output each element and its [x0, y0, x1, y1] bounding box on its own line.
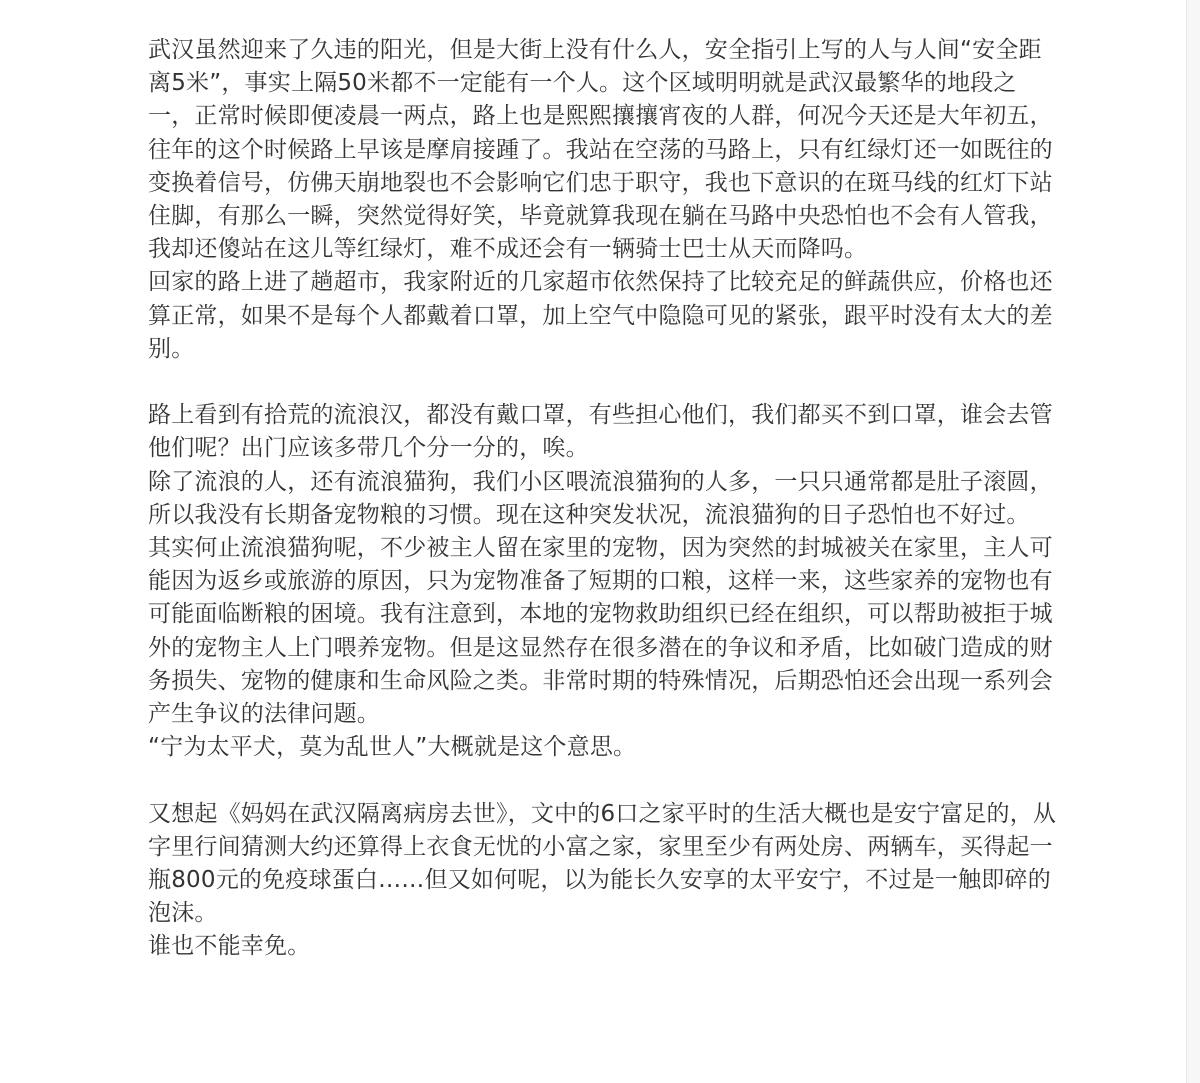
paragraph-family: 又想起《妈妈在武汉隔离病房去世》，文中的6口之家平时的生活大概也是安宁富足的，从字里行间猜测大约还算得上衣食无忧的小富之家，家里至少有两处房、两辆车，买得起一瓶800元的免疫球蛋白……但又如何呢，以为能长久安享的太平安宁，不过是一触即碎的泡沫。	[148, 800, 1057, 927]
paragraph-closing: 谁也不能幸免。	[148, 933, 311, 960]
paragraph-stray-animals: 除了流浪的人，还有流浪猫狗，我们小区喂流浪猫狗的人多，一只只通常都是肚子滚圆，所以我没有长期备宠物粮的习惯。现在这种突发状况，流浪猫狗的日子恐怕也不好过。	[148, 468, 1053, 528]
paragraph-homeless: 路上看到有拾荒的流浪汉，都没有戴口罩，有些担心他们，我们都买不到口罩，谁会去管他们呢？出门应该多带几个分一分的，唉。	[148, 402, 1053, 462]
vertical-scrollbar[interactable]	[1186, 0, 1200, 1083]
article-body	[148, 34, 1058, 964]
paragraph-gap	[148, 764, 1058, 797]
paragraph-supermarket: 回家的路上进了趟超市，我家附近的几家超市依然保持了比较充足的鲜蔬供应，价格也还算正常，如果不是每个人都戴着口罩，加上空气中隐隐可见的紧张，跟平时没有太大的差别。	[148, 269, 1053, 362]
paragraph-wuhan-streets: 武汉虽然迎来了久违的阳光，但是大街上没有什么人，安全指引上写的人与人间“安全距离5米”，事实上隔50米都不一定能有一个人。这个区域明明就是武汉最繁华的地段之一，正常时候即便凌晨一两点，路上也是熙熙攘攘宵夜的人群，何况今天还是大年初五，往年的这个时候路上早该是摩肩接踵了。我站在空荡的马路上，只有红绿灯还一如既往的变换着信号，仿佛天崩地裂也不会影响它们忠于职守，我也下意识的在斑马线的红灯下站住脚，有那么一瞬，突然觉得好笑，毕竟就算我现在躺在马路中央恐怕也不会有人管我，我却还傻站在这儿等红绿灯，难不成还会有一辆骑士巴士从天而降吗。	[148, 37, 1053, 263]
paragraph-pets: 其实何止流浪猫狗呢，不少被主人留在家里的宠物，因为突然的封城被关在家里，主人可能因为返乡或旅游的原因，只为宠物准备了短期的口粮，这样一来，这些家养的宠物也有可能面临断粮的困境。我有注意到，本地的宠物救助组织已经在组织，可以帮助被拒于城外的宠物主人上门喂养宠物。但是这显然存在很多潜在的争议和矛盾，比如破门造成的财务损失、宠物的健康和生命风险之类。非常时期的特殊情况，后期恐怕还会出现一系列会产生争议的法律问题。	[148, 535, 1053, 728]
paragraph-quote: “宁为太平犬，莫为乱世人”大概就是这个意思。	[148, 734, 637, 761]
paragraph-gap	[148, 366, 1058, 399]
